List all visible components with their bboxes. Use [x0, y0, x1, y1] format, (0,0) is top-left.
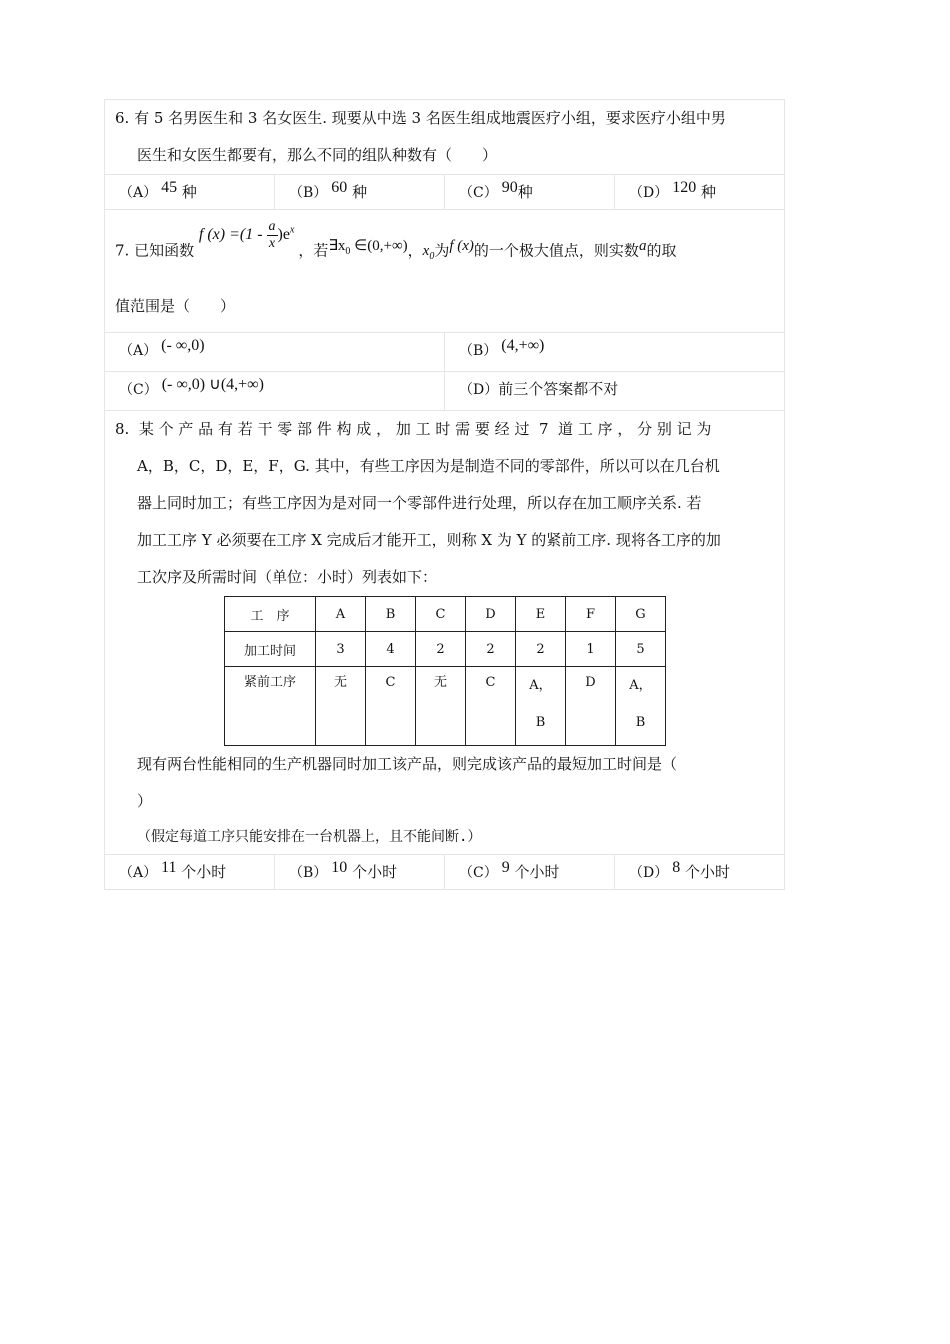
option-c[interactable]: （C） 90种 — [445, 175, 615, 209]
table-cell: 1 — [566, 632, 616, 667]
table-cell: 5 — [616, 632, 666, 667]
table-cell: 2 — [516, 632, 566, 667]
table-row — [225, 632, 666, 667]
question-6-line: 医生和女医生都要有，那么不同的组队种数有（ ） — [137, 146, 498, 164]
table-cell: B — [366, 597, 416, 632]
table-cell: C — [416, 597, 466, 632]
table-cell: 4 — [366, 632, 416, 667]
question-6-options — [104, 174, 785, 210]
a-symbol: a — [638, 238, 647, 255]
option-c[interactable]: （C） 9 个小时 — [445, 855, 615, 889]
question-8-line: A，B，C，D，E，F，G. 其中，有些工序因为是制造不同的零部件，所以可以在几台机 — [137, 457, 720, 476]
table-cell: D — [566, 667, 616, 746]
process-table — [224, 596, 666, 746]
question-6-line: 6. 有 5 名男医生和 3 名女医生. 现要从中选 3 名医生组成地震医疗小组，要求医疗小组中男 — [115, 109, 726, 127]
question-8-line: 工次序及所需时间（单位：小时）列表如下： — [137, 568, 438, 587]
table-cell: G — [616, 597, 666, 632]
option-b[interactable]: （B） 10 个小时 — [275, 855, 445, 889]
table-cell: D — [466, 597, 516, 632]
table-cell: 加工时间 — [225, 632, 316, 667]
table-cell: A， B — [616, 667, 666, 746]
table-cell: 无 — [316, 667, 366, 746]
option-b[interactable]: （B） 60 种 — [275, 175, 445, 209]
exists-expr: $\exists x_0$ ∈(0,+∞) — [328, 238, 408, 258]
option-a[interactable]: （A） (- ∞,0) — [105, 333, 445, 372]
question-8 — [104, 411, 785, 854]
question-8-line: 加工工序 Y 必须要在工序 X 完成后才能开工，则称 X 为 Y 的紧前工序. 现将各工序的加 — [137, 531, 721, 550]
question-8-followup — [105, 746, 784, 854]
fx-symbol: f (x) — [449, 238, 474, 255]
option-d[interactable]: （D） 120 种 — [629, 179, 717, 201]
question-8-line: ） — [137, 792, 153, 811]
question-8-text — [105, 411, 784, 596]
table-cell: A， B — [516, 667, 566, 746]
question-8-line: 8. 某 个 产 品 有 若 干 零 部 件 构 成 ， 加 工 时 需 要 经 过 7 道 工 序 ， 分 别 记 为 — [115, 420, 712, 439]
table-cell: C — [366, 667, 416, 746]
function-formula: f (x) =(1 - $\frac{a}{x}$ )$e^x$ — [198, 219, 295, 252]
table-cell: 紧前工序 — [225, 667, 316, 746]
question-8-note: （假定每道工序只能安排在一台机器上，且不能间断.） — [137, 829, 482, 846]
question-8-line: 器上同时加工；有些工序因为是对同一个零部件进行处理，所以存在加工顺序关系. 若 — [137, 494, 702, 513]
question-6-text — [105, 100, 784, 174]
question-7 — [104, 210, 785, 332]
option-d[interactable]: （D） 8 个小时 — [629, 859, 731, 882]
exam-page — [104, 99, 785, 890]
option-a[interactable]: （A） 45 种 — [105, 175, 275, 209]
table-cell: 工 序 — [225, 597, 316, 632]
table-cell: 无 — [416, 667, 466, 746]
table-cell: 2 — [466, 632, 516, 667]
table-cell: E — [516, 597, 566, 632]
table-cell: F — [566, 597, 616, 632]
question-8-line: 现有两台性能相同的生产机器同时加工该产品，则完成该产品的最短加工时间是（ — [137, 755, 678, 774]
question-7-text — [105, 210, 784, 332]
option-d[interactable]: （D）前三个答案都不对 — [459, 380, 619, 399]
table-row — [225, 667, 666, 746]
option-a[interactable]: （A） 11 个小时 — [105, 855, 275, 889]
table-cell: A — [316, 597, 366, 632]
question-8-options — [104, 854, 785, 890]
question-6 — [104, 99, 785, 174]
table-cell: 3 — [316, 632, 366, 667]
x0-symbol: $x_0$ — [422, 243, 435, 263]
table-cell: C — [466, 667, 516, 746]
table-row — [225, 597, 666, 632]
question-7-line: 值范围是（ ） — [115, 297, 236, 316]
table-cell: 2 — [416, 632, 466, 667]
question-7-line: 7. 已知函数 f (x) =(1 - $\frac{a}{x}$ )$e^x$ ，若$\exists x_0$ ∈(0,+∞)，$x_0$为f (x)的一个极大值点，则实数a的取 — [115, 219, 677, 263]
fraction: $\frac{a}{x}$ — [268, 219, 276, 252]
option-c[interactable]: （C） (- ∞,0) ∪(4,+∞) — [105, 372, 445, 410]
question-7-options — [104, 332, 785, 411]
option-b[interactable]: （B） (4,+∞) — [445, 333, 785, 372]
